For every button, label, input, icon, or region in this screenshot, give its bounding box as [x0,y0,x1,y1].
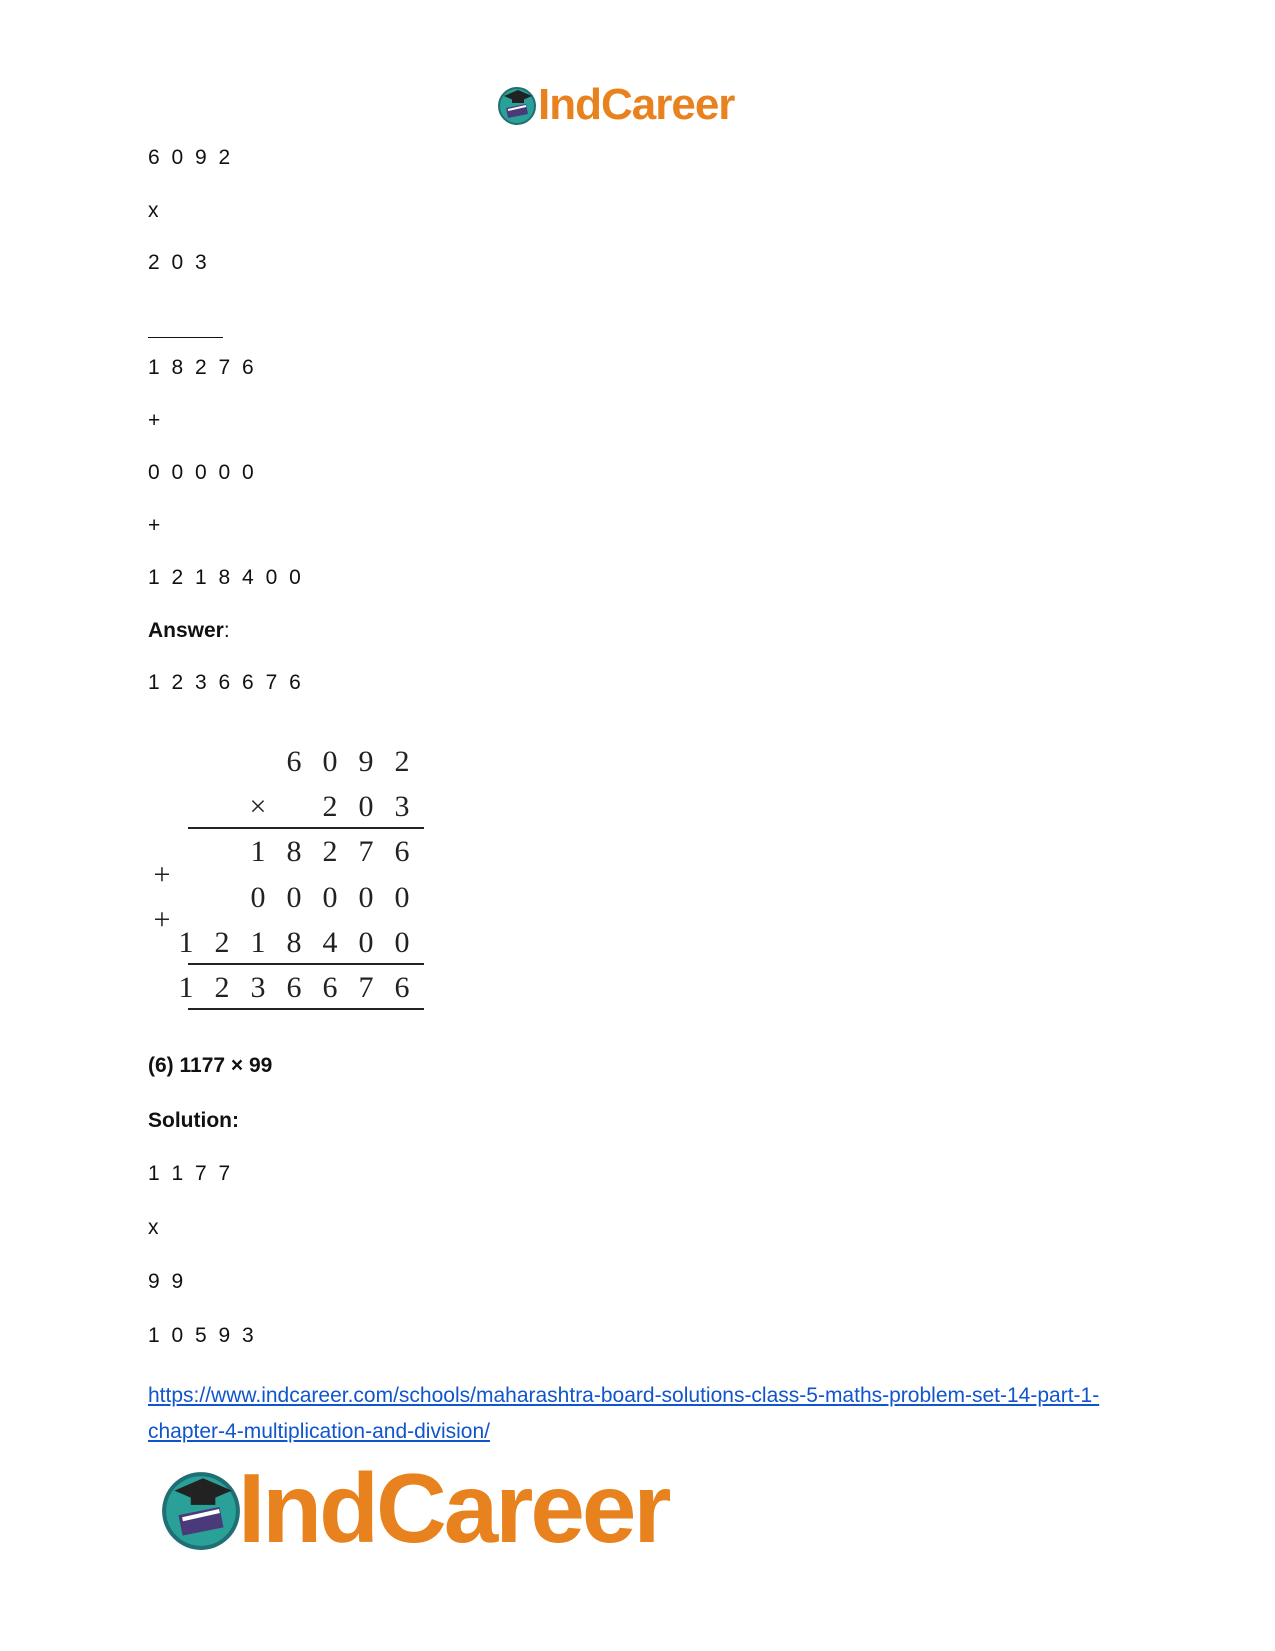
p6-multiplicand: 1 1 7 7 [148,1162,234,1185]
multiply-sign: × [249,790,267,823]
multiplication-figure [150,745,440,1020]
header-logo [496,80,734,130]
graduation-globe-icon [158,1466,244,1552]
digit: 1 [178,926,194,959]
problem-6-title: (6) 1177 × 99 [148,1054,273,1077]
digit: 2 [322,835,338,868]
digit: 6 [394,971,410,1004]
p6-partial: 1 0 5 9 3 [148,1324,257,1347]
footer-logo [158,1452,669,1565]
digit: 9 [358,745,374,778]
p6-times: x [148,1216,162,1239]
multiplicand-line: 6 0 9 2 [148,146,234,169]
plus-sign-1: + [148,409,164,432]
digit: 3 [394,790,410,823]
digit: 6 [394,835,410,868]
rule-middle [188,963,424,965]
rule-top [188,827,424,829]
digit: 0 [394,881,410,914]
digit: 0 [358,926,374,959]
digit: 6 [286,745,302,778]
times-line: x [148,199,162,222]
digit: 6 [286,971,302,1004]
digit: 0 [322,745,338,778]
digit: 3 [250,971,266,1004]
plus-sign-2: + [148,514,164,537]
digit: 0 [358,881,374,914]
digit: 1 [178,971,194,1004]
logo-text: IndCareer [538,80,735,129]
digit: 2 [214,971,230,1004]
partial-product-1: 1 8 2 7 6 [148,356,257,379]
digit: 6 [322,971,338,1004]
digit: 0 [358,790,374,823]
digit: 4 [322,926,338,959]
answer-colon: : [223,619,230,642]
digit: 0 [250,881,266,914]
graduation-globe-icon [496,84,538,126]
answer-heading [148,619,230,643]
source-link[interactable]: https://www.indcareer.com/schools/maharashtra-board-solutions-class-5-maths-problem-set-14-part-1-chapter-4-multiplication-and-division/ [148,1384,1100,1443]
digit: 1 [250,835,266,868]
answer-value: 1 2 3 6 6 7 6 [148,671,304,694]
partial-product-3: 1 2 1 8 4 0 0 [148,566,304,589]
logo-text: IndCareer [238,1453,669,1563]
digit: 7 [358,835,374,868]
plus-sign: + [153,858,171,891]
multiplier-line: 2 0 3 [148,251,210,274]
digit: 0 [322,881,338,914]
digit: 2 [394,745,410,778]
solution-label: Solution: [148,1109,239,1132]
separator-line [148,337,223,338]
digit: 1 [250,926,266,959]
partial-product-2: 0 0 0 0 0 [148,461,257,484]
plus-sign: + [153,903,171,936]
p6-multiplier: 9 9 [148,1270,187,1293]
digit: 0 [394,926,410,959]
digit: 8 [286,926,302,959]
digit: 8 [286,835,302,868]
rule-bottom [188,1008,424,1010]
digit: 2 [322,790,338,823]
digit: 7 [358,971,374,1004]
answer-label: Answer [148,619,224,642]
digit: 2 [214,926,230,959]
digit: 0 [286,881,302,914]
